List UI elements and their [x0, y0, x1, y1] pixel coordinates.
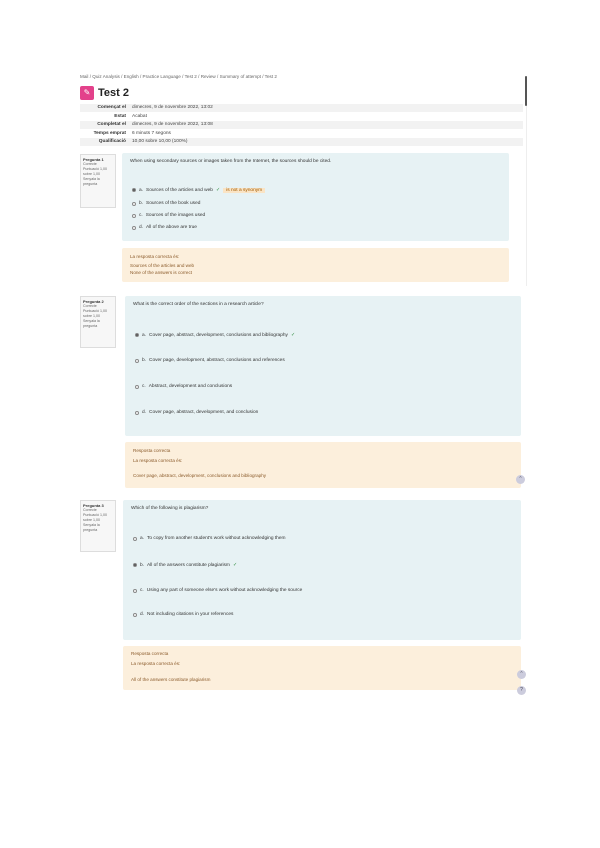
question-number: Pregunta 1 — [83, 157, 104, 162]
check-icon: ✓ — [215, 187, 221, 193]
summary-label: Estat — [114, 113, 126, 119]
answer-option[interactable] — [135, 332, 295, 338]
answer-option[interactable] — [132, 225, 197, 230]
option-letter: a. — [142, 332, 147, 338]
option-letter: c. — [140, 588, 144, 593]
attempt-summary — [80, 104, 523, 147]
radio-button[interactable] — [135, 359, 139, 363]
question-box-1 — [122, 153, 509, 241]
question-mark: Puntuació 1,00 sobre 1,00 — [83, 309, 107, 318]
question-box-2 — [125, 296, 521, 436]
answer-title: Resposta correcta — [131, 651, 169, 656]
answer-option[interactable] — [133, 612, 233, 617]
summary-row — [80, 138, 523, 147]
quiz-icon: ✎ — [80, 86, 94, 100]
answer-title: La resposta correcta és: — [130, 254, 180, 259]
flag-question-link[interactable]: Senyala la pregunta — [83, 523, 100, 532]
summary-row — [80, 104, 523, 113]
correct-answer-box-1 — [122, 248, 509, 282]
option-letter: a. — [139, 187, 144, 193]
summary-row — [80, 121, 523, 130]
summary-row — [80, 130, 523, 139]
question-text: Which of the following is plagiarism? — [131, 506, 209, 511]
answer-title: Resposta correcta — [133, 448, 171, 453]
option-label: Sources of the book used — [146, 201, 201, 206]
question-state: Correcte — [83, 508, 97, 512]
question-info-3 — [80, 500, 116, 552]
option-label: Cover page, development, abstract, conclusions and references — [149, 358, 285, 363]
option-letter: b. — [140, 562, 145, 568]
question-mark: Puntuació 1,00 sobre 1,00 — [83, 167, 107, 176]
summary-label: Temps emprat — [93, 130, 126, 136]
radio-selected[interactable] — [132, 188, 136, 192]
option-letter: b. — [142, 358, 147, 363]
radio-button[interactable] — [132, 214, 136, 218]
summary-label: Començat el — [97, 105, 126, 110]
answer-line: None of the answers is correct — [130, 270, 193, 275]
answer-option[interactable] — [133, 588, 302, 593]
option-label: Cover page, abstract, development, conclusions and bibliography — [149, 332, 288, 338]
question-state: Correcte — [83, 304, 97, 308]
flag-question-link[interactable]: Senyala la pregunta — [83, 177, 100, 186]
answer-line: La resposta correcta és: — [131, 661, 181, 666]
answer-option[interactable] — [133, 536, 286, 541]
question-box-3 — [123, 500, 521, 640]
check-icon: ✓ — [290, 332, 296, 338]
answer-line: Cover page, abstract, development, conclusions and bibliography — [133, 473, 267, 478]
option-letter: c. — [139, 213, 143, 218]
breadcrumb[interactable]: Mail / Quiz Analysis / English / Practice Language / Test 2 / Review / Summary of attempt / Test 2 — [80, 74, 277, 79]
option-letter: b. — [139, 201, 144, 206]
summary-value: dimecres, 9 de novembre 2022, 13:02 — [132, 105, 213, 110]
answer-line: All of the answers constitute plagiarism — [131, 677, 211, 682]
question-text: What is the correct order of the sections in a research article? — [133, 302, 264, 307]
radio-button[interactable] — [133, 589, 137, 593]
summary-value: 10,00 sobre 10,00 (100%) — [132, 139, 188, 144]
radio-button[interactable] — [133, 613, 137, 617]
page-title: Test 2 — [98, 87, 129, 99]
option-label: All of the above are true — [146, 225, 197, 230]
option-letter: d. — [142, 410, 147, 415]
answer-line: Sources of the articles and web — [130, 263, 195, 268]
answer-option[interactable] — [133, 562, 237, 568]
option-label: Not including citations in your references — [147, 612, 234, 617]
answer-option[interactable] — [132, 187, 265, 193]
summary-label: Completat el — [97, 122, 126, 127]
option-letter: d. — [140, 612, 145, 617]
radio-button[interactable] — [132, 202, 136, 206]
help-button[interactable] — [517, 686, 526, 695]
question-mark: Puntuació 1,00 sobre 1,00 — [83, 513, 107, 522]
option-letter: c. — [142, 384, 146, 389]
radio-selected[interactable] — [133, 563, 137, 567]
option-label: To copy from another student's work without acknowledging them — [147, 536, 286, 541]
answer-option[interactable] — [135, 358, 285, 363]
answer-line: La resposta correcta és: — [133, 458, 183, 463]
chevron-up-icon: ⌃ — [519, 671, 524, 677]
summary-value: dimecres, 9 de novembre 2022, 13:08 — [132, 122, 213, 127]
option-label: Using any part of someone else's work without acknowledging the source — [146, 588, 303, 593]
option-label: Sources of the images used — [145, 213, 206, 218]
scroll-up-button[interactable] — [516, 475, 525, 484]
correct-answer-box-3 — [123, 646, 524, 690]
check-icon: ✓ — [232, 562, 238, 568]
option-feedback: is not a synonym — [223, 188, 265, 193]
help-icon: ? — [520, 687, 523, 693]
question-state: Correcte — [83, 162, 97, 166]
summary-value: 6 minuts 7 segons — [132, 130, 171, 136]
question-number: Pregunta 2 — [83, 299, 104, 304]
option-letter: d. — [139, 225, 144, 230]
question-number: Pregunta 3 — [83, 503, 104, 508]
chevron-up-icon: ⌃ — [518, 476, 523, 482]
option-letter: a. — [140, 536, 145, 541]
radio-button[interactable] — [135, 411, 139, 415]
option-label: Abstract, development and conclusions — [148, 384, 233, 389]
radio-button[interactable] — [132, 226, 136, 230]
correct-answer-box-2 — [125, 442, 521, 488]
summary-value: Acabat — [132, 113, 147, 119]
answer-option[interactable] — [132, 201, 200, 206]
question-text: When using secondary sources or images taken from the Internet, the sources should be cited. — [130, 159, 332, 164]
summary-label: Qualificació — [98, 139, 126, 144]
summary-row — [80, 113, 523, 122]
question-info-2 — [80, 296, 116, 348]
flag-question-link[interactable]: Senyala la pregunta — [83, 319, 100, 328]
option-label: Cover page, abstract, development, and conclusion — [149, 410, 259, 415]
answer-option[interactable] — [135, 384, 232, 389]
question-info-1 — [80, 154, 116, 208]
radio-button[interactable] — [133, 537, 137, 541]
scroll-up-button[interactable] — [517, 670, 526, 679]
scrollbar-track[interactable] — [526, 76, 527, 286]
answer-option[interactable] — [135, 410, 258, 415]
radio-button[interactable] — [135, 385, 139, 389]
radio-selected[interactable] — [135, 333, 139, 337]
option-label: All of the answers constitute plagiarism — [147, 562, 230, 568]
option-label: Sources of the articles and web — [146, 187, 213, 193]
scrollbar-thumb[interactable] — [525, 76, 527, 106]
answer-option[interactable] — [132, 213, 205, 218]
